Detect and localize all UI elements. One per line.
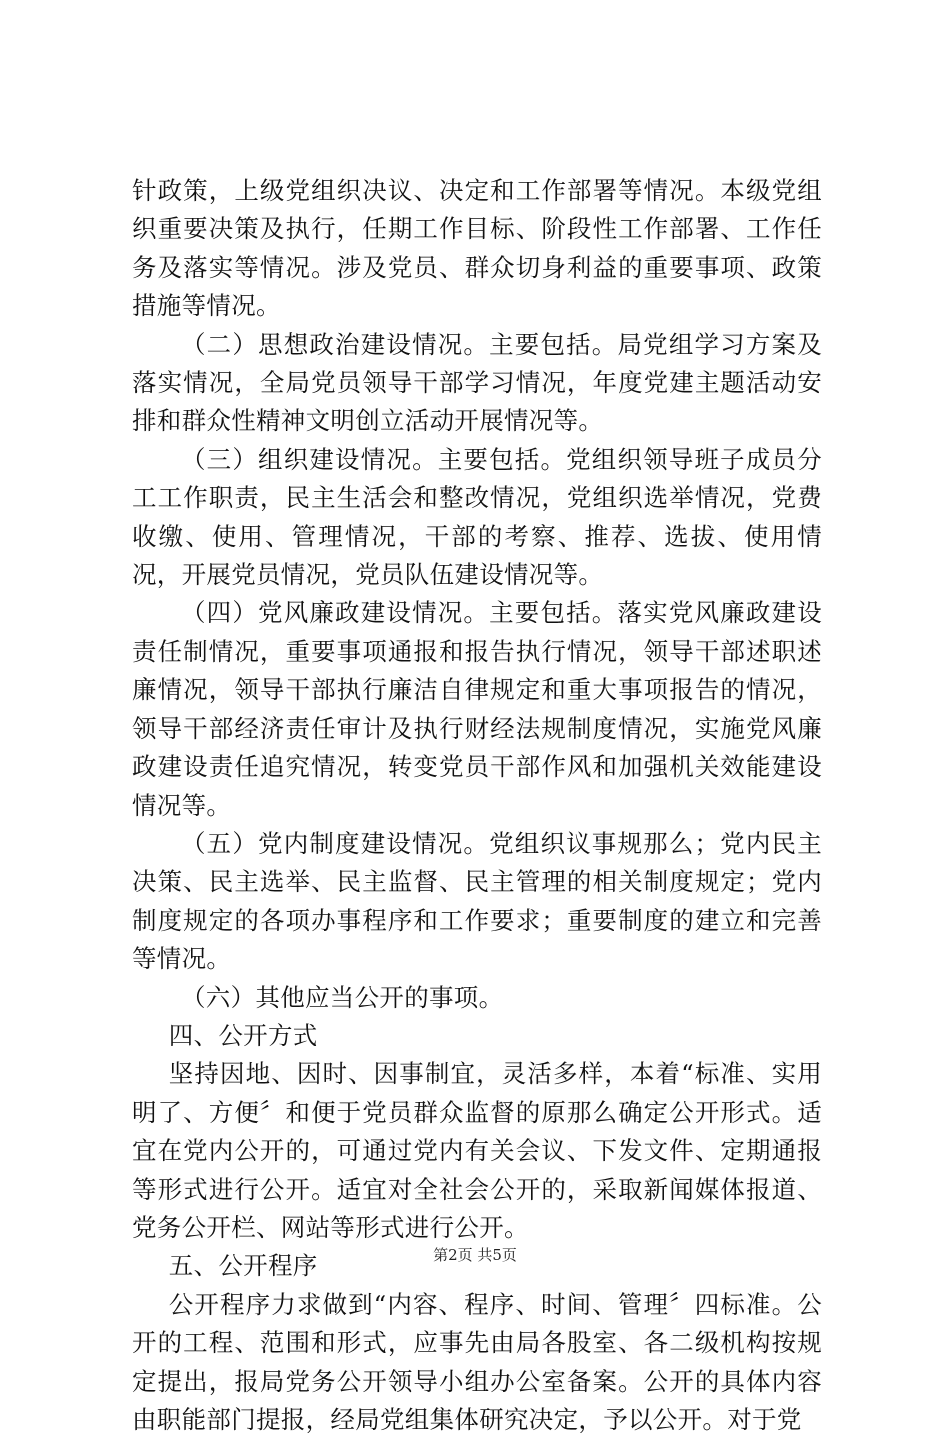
heading-disclosure-method: 四、公开方式 xyxy=(168,1020,318,1050)
paragraph-section-6: （六）其他应当公开的事项。 xyxy=(181,982,504,1012)
paragraph-section-5: （五）党内制度建设情况。党组织议事规那么；党内民主决策、民主选举、民主监督、民主管理的相关制度规定；党内制度规定的各项办事程序和工作要求；重要制度的建立和完善等情况。 xyxy=(132,828,822,974)
paragraph-continuation: 针政策，上级党组织决议、决定和工作部署等情况。本级党组织重要决策及执行，任期工作目标、阶段性工作部署、工作任务及落实等情况。涉及党员、群众切身利益的重要事项、政策措施等情况。 xyxy=(132,176,822,321)
paragraph-disclosure-procedure: 公开程序力求做到“内容、程序、时间、管理〞四标准。公开的工程、范围和形式，应事先由局各股室、各二级机构按规定提出，报局党务公开领导小组办公室备案。公开的具体内容由职能部门提报，经局党组集体研究决定，予以公开。对于党 xyxy=(132,1289,822,1434)
paragraph-section-4: （四）党风廉政建设情况。主要包括。落实党风廉政建设责任制情况，重要事项通报和报告执行情况，领导干部述职述廉情况，领导干部执行廉洁自律规定和重大事项报告的情况，领导干部经济责任审计及执行财经法规制度情况，实施党风廉政建设责任追究情况，转变党员干部作风和加强机关效能建设情况等。 xyxy=(132,598,822,820)
paragraph-disclosure-method: 坚持因地、因时、因事制宜，灵活多样，本着“标准、实用明了、方便〞和便于党员群众监督的原那么确定公开形式。适宜在党内公开的，可通过党内有关会议、下发文件、定期通报等形式进行公开。适宜对全社会公开的，采取新闻媒体报道、党务公开栏、网站等形式进行公开。 xyxy=(132,1059,822,1242)
page-footer: 第2页 共5页 xyxy=(433,1246,517,1264)
paragraph-section-3: （三）组织建设情况。主要包括。党组织领导班子成员分工工作职责，民主生活会和整改情况，党组织选举情况，党费收缴、使用、管理情况，干部的考察、推荐、选拔、使用情况，开展党员情况，党员队伍建设情况等。 xyxy=(132,444,822,590)
paragraph-section-2: （二）思想政治建设情况。主要包括。局党组学习方案及落实情况，全局党员领导干部学习情况，年度党建主题活动安排和群众性精神文明创立活动开展情况等。 xyxy=(132,329,822,436)
heading-disclosure-procedure: 五、公开程序 xyxy=(168,1251,318,1281)
